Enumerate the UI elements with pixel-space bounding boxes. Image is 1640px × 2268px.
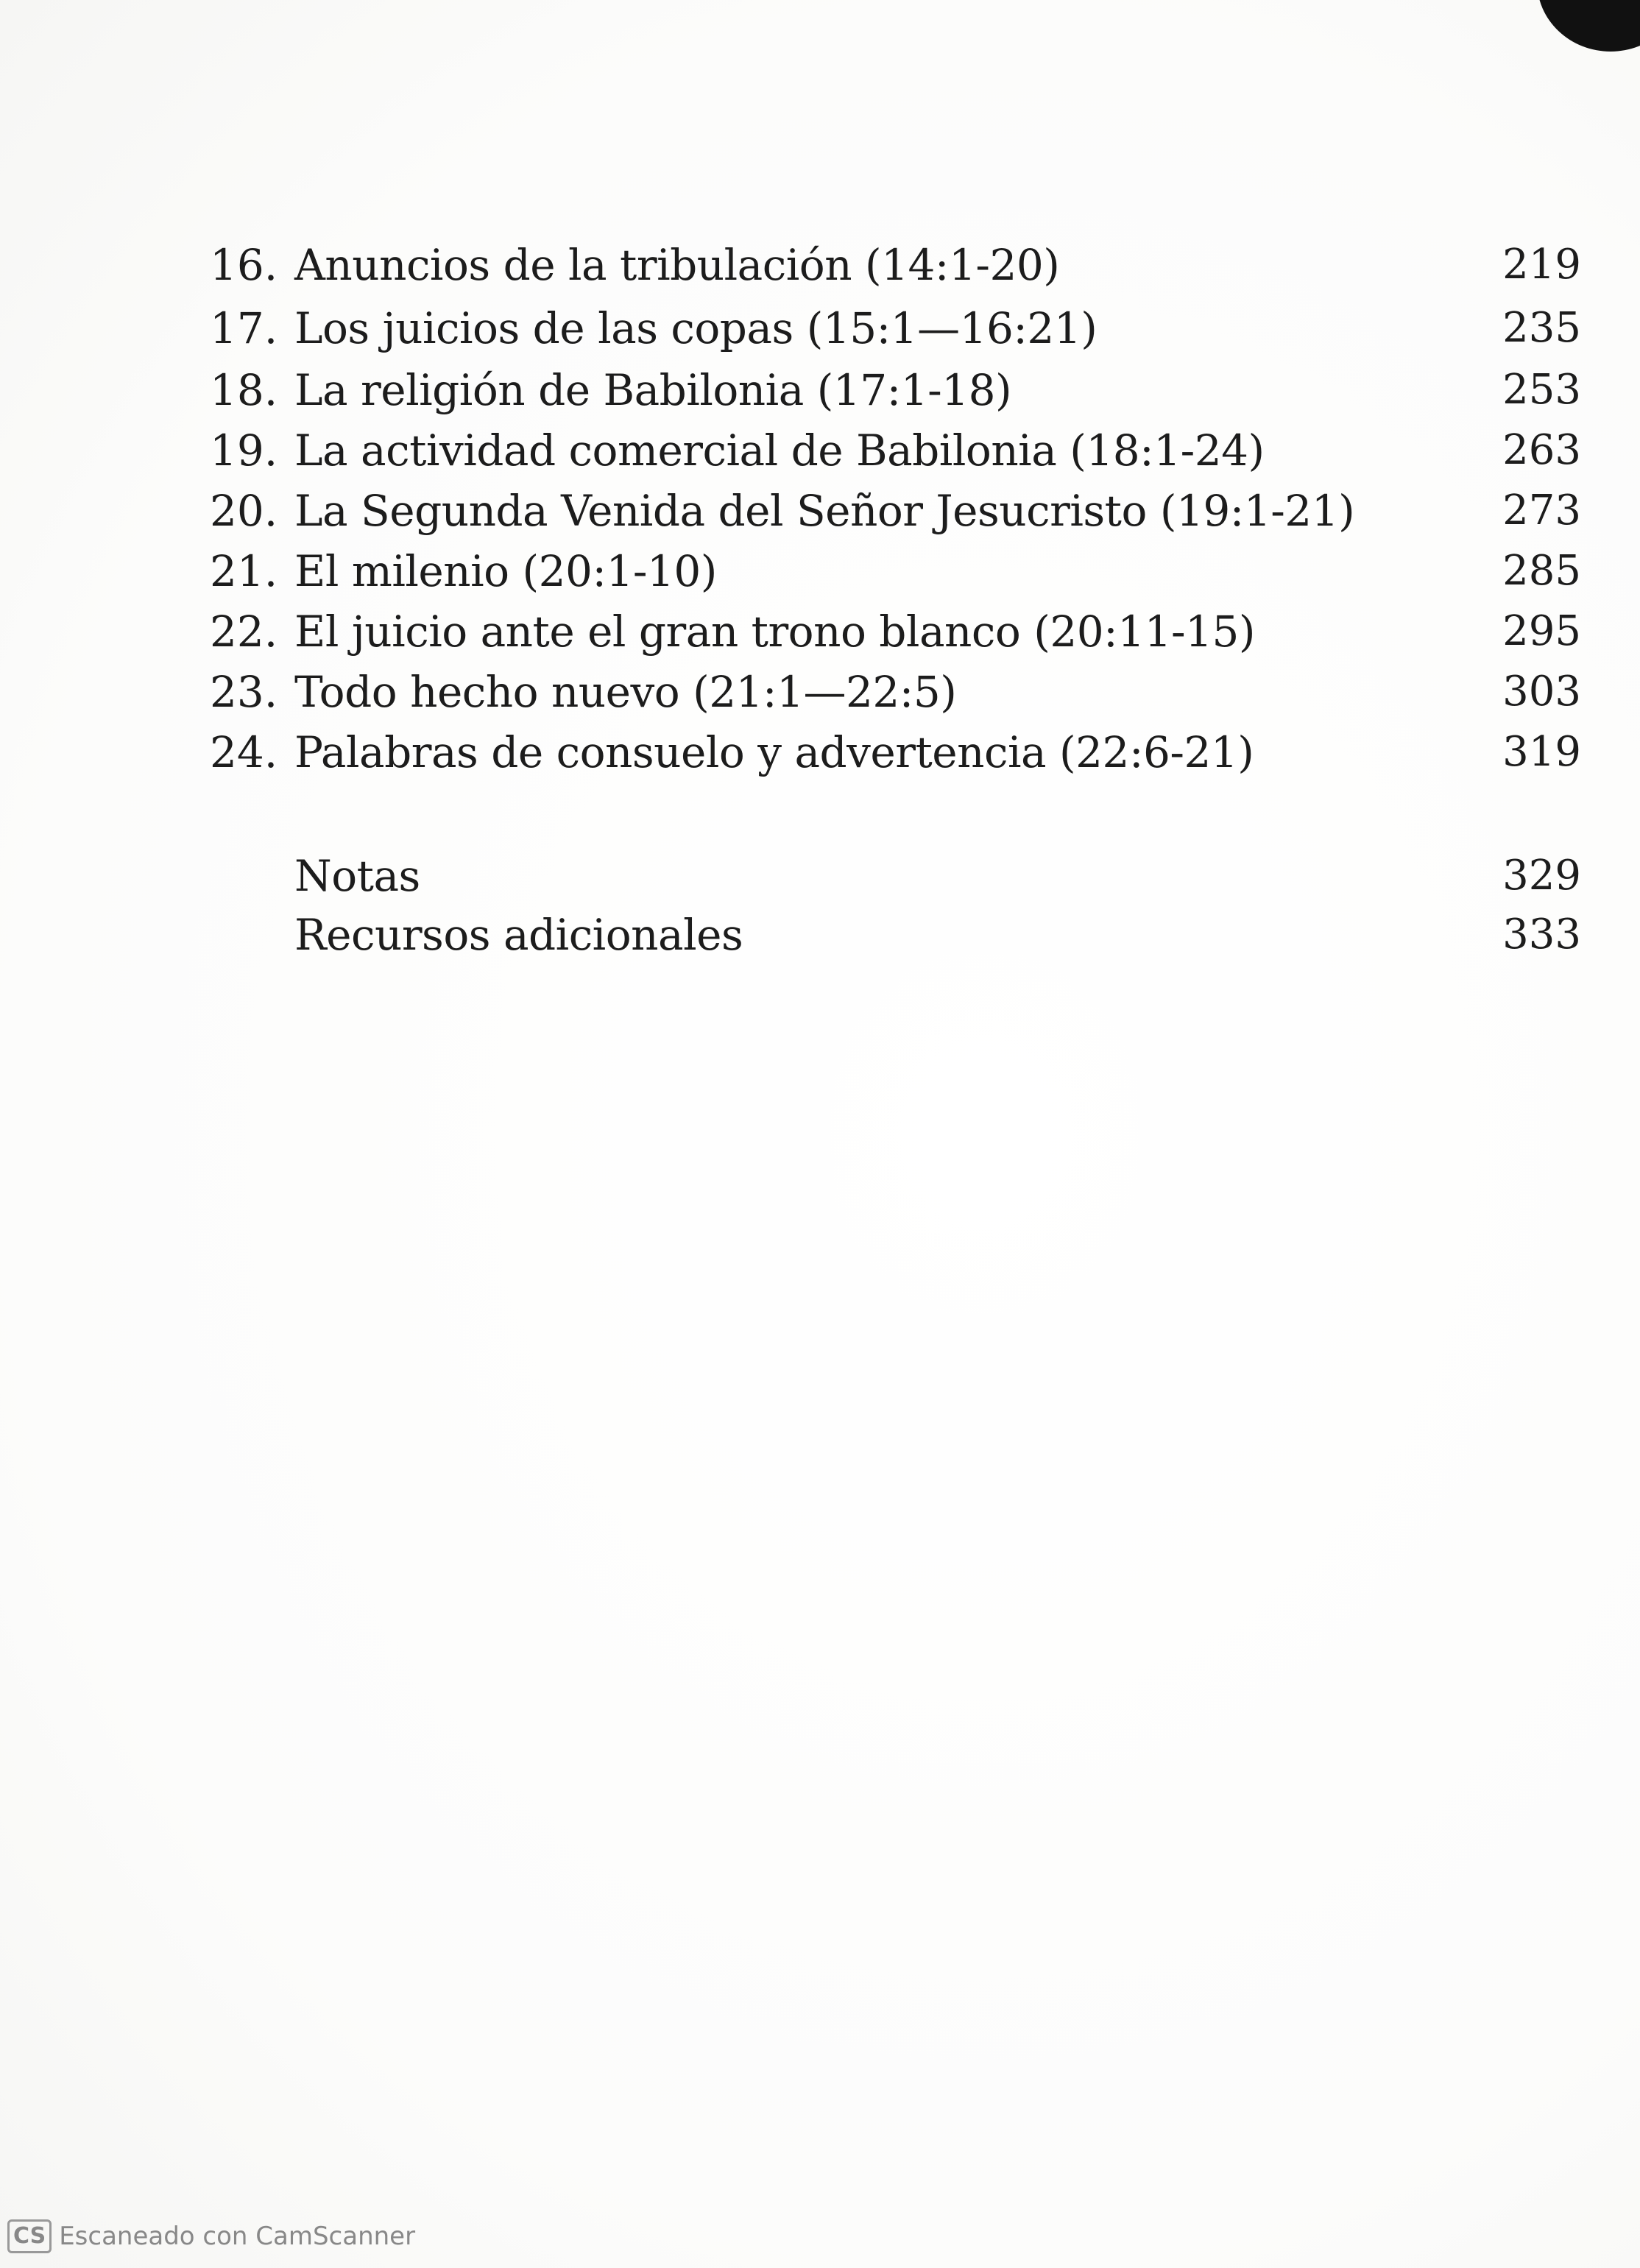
page-number: 295 bbox=[1502, 607, 1581, 655]
chapter-number: 17. bbox=[210, 303, 278, 353]
chapter-title: La actividad comercial de Babilonia (18:1-24) bbox=[294, 425, 1265, 476]
chapter-number: 22. bbox=[210, 607, 278, 657]
section-title: Notas bbox=[294, 851, 420, 901]
chapter-title: El milenio (20:1-10) bbox=[294, 546, 717, 596]
toc-entry-18 bbox=[0, 361, 1640, 420]
chapter-number: 23. bbox=[210, 667, 278, 717]
page-number: 273 bbox=[1502, 487, 1581, 534]
chapter-number: 19. bbox=[210, 425, 278, 476]
toc-entry-21 bbox=[0, 542, 1640, 601]
page-number: 285 bbox=[1502, 547, 1581, 595]
page-number: 253 bbox=[1502, 366, 1581, 414]
watermark-text: Escaneado con CamScanner bbox=[59, 2222, 416, 2251]
chapter-title: Los juicios de las copas (15:1—16:21) bbox=[294, 303, 1098, 353]
page-number: 235 bbox=[1502, 304, 1581, 352]
chapter-number: 24. bbox=[210, 727, 278, 777]
toc-entry-recursos bbox=[0, 905, 1640, 964]
chapter-number: 18. bbox=[210, 365, 278, 415]
section-title: Recursos adicionales bbox=[294, 910, 743, 960]
camscanner-logo-icon: CS bbox=[7, 2219, 52, 2253]
toc-entry-notas bbox=[0, 847, 1640, 905]
toc-entry-19 bbox=[0, 421, 1640, 480]
chapter-title: Todo hecho nuevo (21:1—22:5) bbox=[294, 667, 957, 717]
chapter-number: 16. bbox=[210, 240, 278, 290]
toc-entry-16 bbox=[0, 236, 1640, 294]
chapter-title: La Segunda Venida del Señor Jesucristo (19:1-21) bbox=[294, 486, 1355, 536]
page-number: 219 bbox=[1502, 241, 1581, 289]
toc-entry-20 bbox=[0, 481, 1640, 540]
page-number: 263 bbox=[1502, 426, 1581, 474]
chapter-title: Anuncios de la tribulación (14:1-20) bbox=[294, 240, 1060, 290]
toc-entry-22 bbox=[0, 602, 1640, 661]
chapter-title: Palabras de consuelo y advertencia (22:6-21) bbox=[294, 727, 1254, 777]
chapter-number: 20. bbox=[210, 486, 278, 536]
chapter-number: 21. bbox=[210, 546, 278, 596]
toc-entry-24 bbox=[0, 723, 1640, 782]
toc-entry-17 bbox=[0, 299, 1640, 358]
chapter-title: La religión de Babilonia (17:1-18) bbox=[294, 365, 1012, 415]
page-number: 303 bbox=[1502, 668, 1581, 716]
page-corner-shadow bbox=[1537, 0, 1640, 52]
camscanner-watermark bbox=[7, 2218, 415, 2255]
page-number: 319 bbox=[1502, 728, 1581, 776]
chapter-title: El juicio ante el gran trono blanco (20:11-15) bbox=[294, 607, 1256, 657]
page-number: 333 bbox=[1502, 911, 1581, 958]
toc-entry-23 bbox=[0, 663, 1640, 721]
page-number: 329 bbox=[1502, 852, 1581, 900]
